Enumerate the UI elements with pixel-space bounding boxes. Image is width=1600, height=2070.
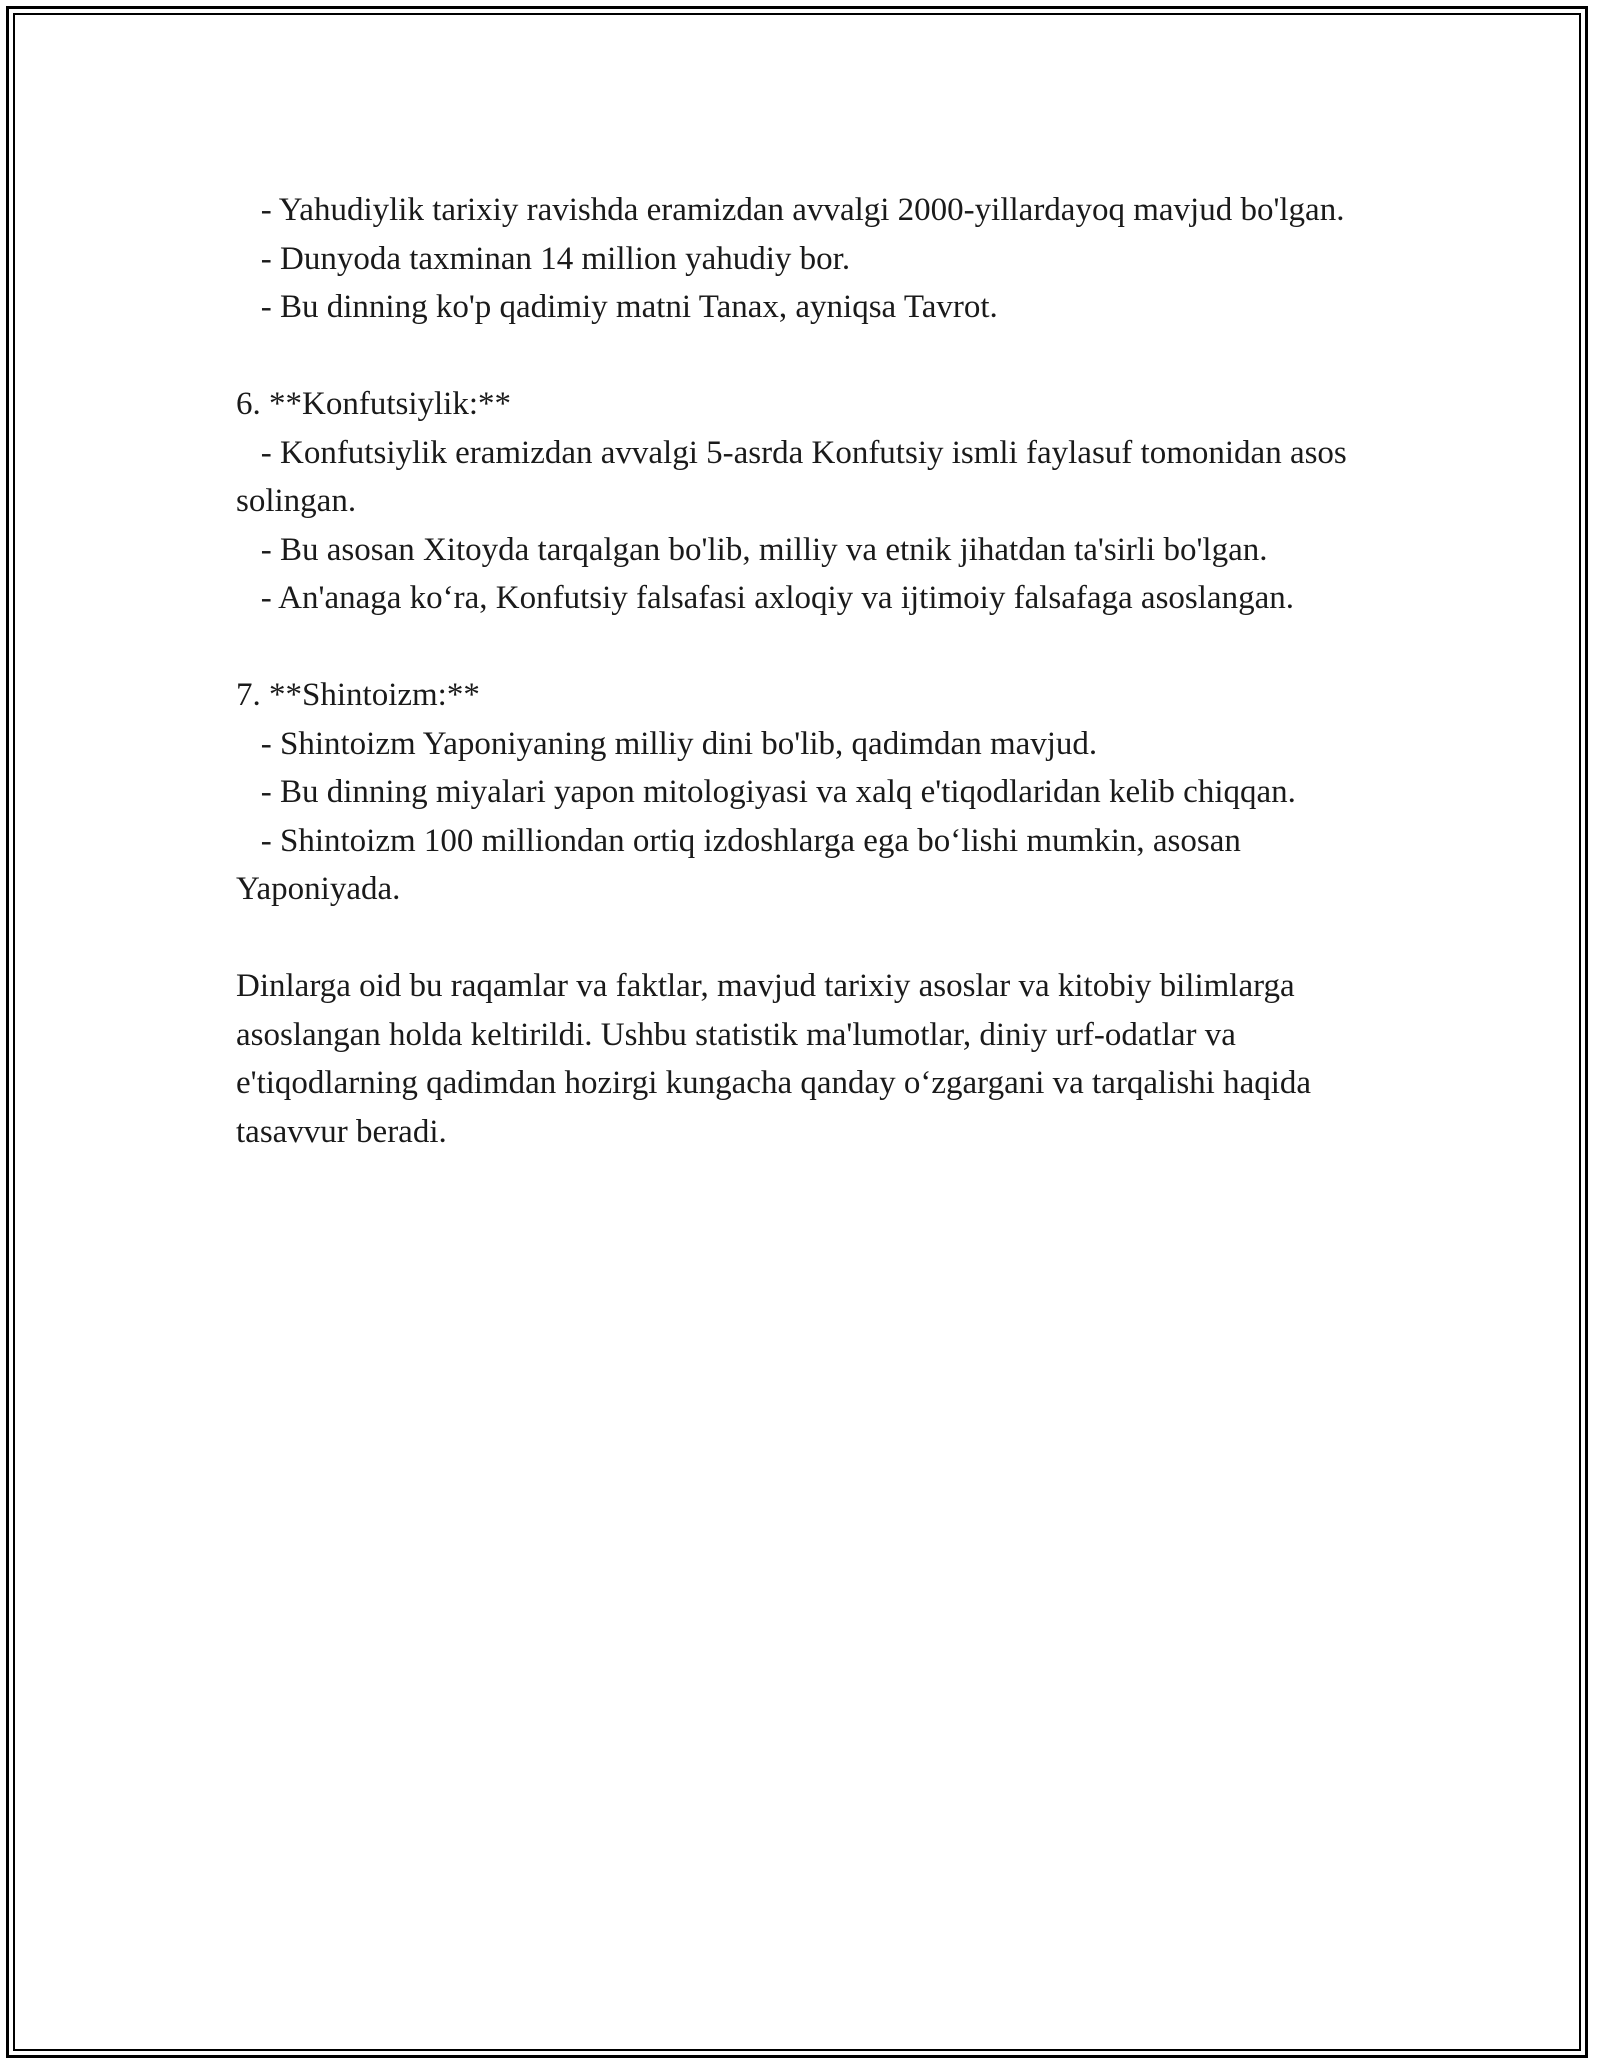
shinto-heading: 7. **Shintoizm:**	[236, 677, 480, 713]
confucianism-philosophy-item: - An'anaga ko‘ra, Konfutsiy falsafasi axloqiy va ijtimoiy falsafaga asoslangan.	[236, 580, 1294, 616]
conclusion-paragraph: Dinlarga oid bu raqamlar va faktlar, mavjud tarixiy asoslar va kitobiy bilimlarga asoslangan holda keltirildi. Ushbu statistik ma'lumotlar, diniy urf-odatlar va e'tiqodlarning qadimdan hozirgi kungacha qanday o‘zgargani va tarqalishi haqida tasavvur beradi.	[236, 968, 1320, 1150]
shinto-national-item: - Shintoizm Yaponiyaning milliy dini bo'lib, qadimdan mavjud.	[236, 725, 1098, 762]
judaism-history-item: - Yahudiylik tarixiy ravishda eramizdan avvalgi 2000-yillardayoq mavjud bo'lgan.	[236, 192, 1345, 228]
judaism-population-item: - Dunyoda taxminan 14 million yahudiy bor.	[236, 240, 851, 277]
confucianism-heading: 6. **Konfutsiylik:**	[236, 386, 512, 422]
spacer	[236, 332, 1366, 381]
shinto-origins-item: - Bu dinning miyalari yapon mitologiyasi va xalq e'tiqodlaridan kelib chiqqan.	[236, 774, 1296, 810]
confucianism-spread-item: - Bu asosan Xitoyda tarqalgan bo'lib, milliy va etnik jihatdan ta'sirli bo'lgan.	[236, 531, 1268, 568]
shinto-followers-item: - Shintoizm 100 milliondan ortiq izdoshlarga ega bo‘lishi mumkin, asosan Yaponiyada.	[236, 822, 1248, 907]
confucianism-origin-item: - Konfutsiylik eramizdan avvalgi 5-asrda Konfutsiy ismli faylasuf tomonidan asos solingan.	[236, 434, 1356, 519]
spacer	[236, 623, 1366, 672]
document-body	[236, 186, 1366, 1156]
spacer	[236, 914, 1366, 963]
judaism-texts-item: - Bu dinning ko'p qadimiy matni Tanax, ayniqsa Tavrot.	[236, 289, 998, 325]
